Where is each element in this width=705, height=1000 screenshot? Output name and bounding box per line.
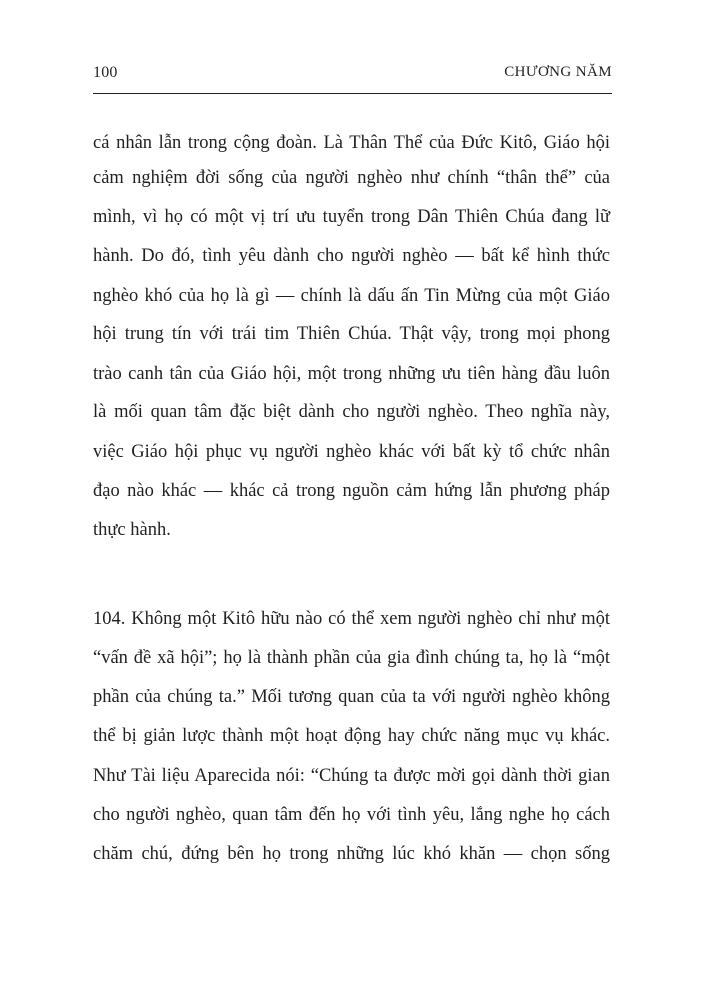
text-line: cảm nghiệm đời sống của người nghèo như chính “thân thể” của (93, 168, 610, 188)
text-line: nghèo khó của họ là gì — chính là dấu ấn Tin Mừng của một Giáo (93, 286, 610, 306)
text-line: hội trung tín với trái tim Thiên Chúa. Thật vậy, trong mọi phong (93, 324, 610, 344)
chapter-title: CHƯƠNG NĂM (504, 64, 612, 80)
text-line: Như Tài liệu Aparecida nói: “Chúng ta được mời gọi dành thời gian (93, 766, 610, 786)
text-line: thực hành. (93, 520, 171, 540)
header-divider (93, 93, 612, 94)
page-number: 100 (93, 64, 118, 81)
text-line: đạo nào khác — khác cả trong nguồn cảm hứng lẫn phương pháp (93, 481, 610, 501)
text-line: cho người nghèo, quan tâm đến họ với tình yêu, lắng nghe họ cách (93, 805, 610, 825)
text-line: 104. Không một Kitô hữu nào có thể xem người nghèo chỉ như một (93, 609, 610, 629)
text-line: thể bị giản lược thành một hoạt động hay chức năng mục vụ khác. (93, 726, 610, 746)
text-line: cá nhân lẫn trong cộng đoàn. Là Thân Thể của Đức Kitô, Giáo hội (93, 133, 610, 153)
text-line: phần của chúng ta.” Mối tương quan của ta với người nghèo không (93, 687, 610, 707)
text-line: trào canh tân của Giáo hội, một trong những ưu tiên hàng đầu luôn (93, 364, 610, 384)
text-line: “vấn đề xã hội”; họ là thành phần của gia đình chúng ta, họ là “một (93, 648, 610, 668)
running-header (93, 64, 612, 90)
text-line: hành. Do đó, tình yêu dành cho người nghèo — bất kể hình thức (93, 246, 610, 266)
text-line: chăm chú, đứng bên họ trong những lúc khó khăn — chọn sống (93, 844, 610, 864)
text-line: mình, vì họ có một vị trí ưu tuyển trong Dân Thiên Chúa đang lữ (93, 207, 610, 227)
text-line: là mối quan tâm đặc biệt dành cho người nghèo. Theo nghĩa này, (93, 402, 610, 422)
text-line: việc Giáo hội phục vụ người nghèo khác với bất kỳ tổ chức nhân (93, 442, 610, 462)
